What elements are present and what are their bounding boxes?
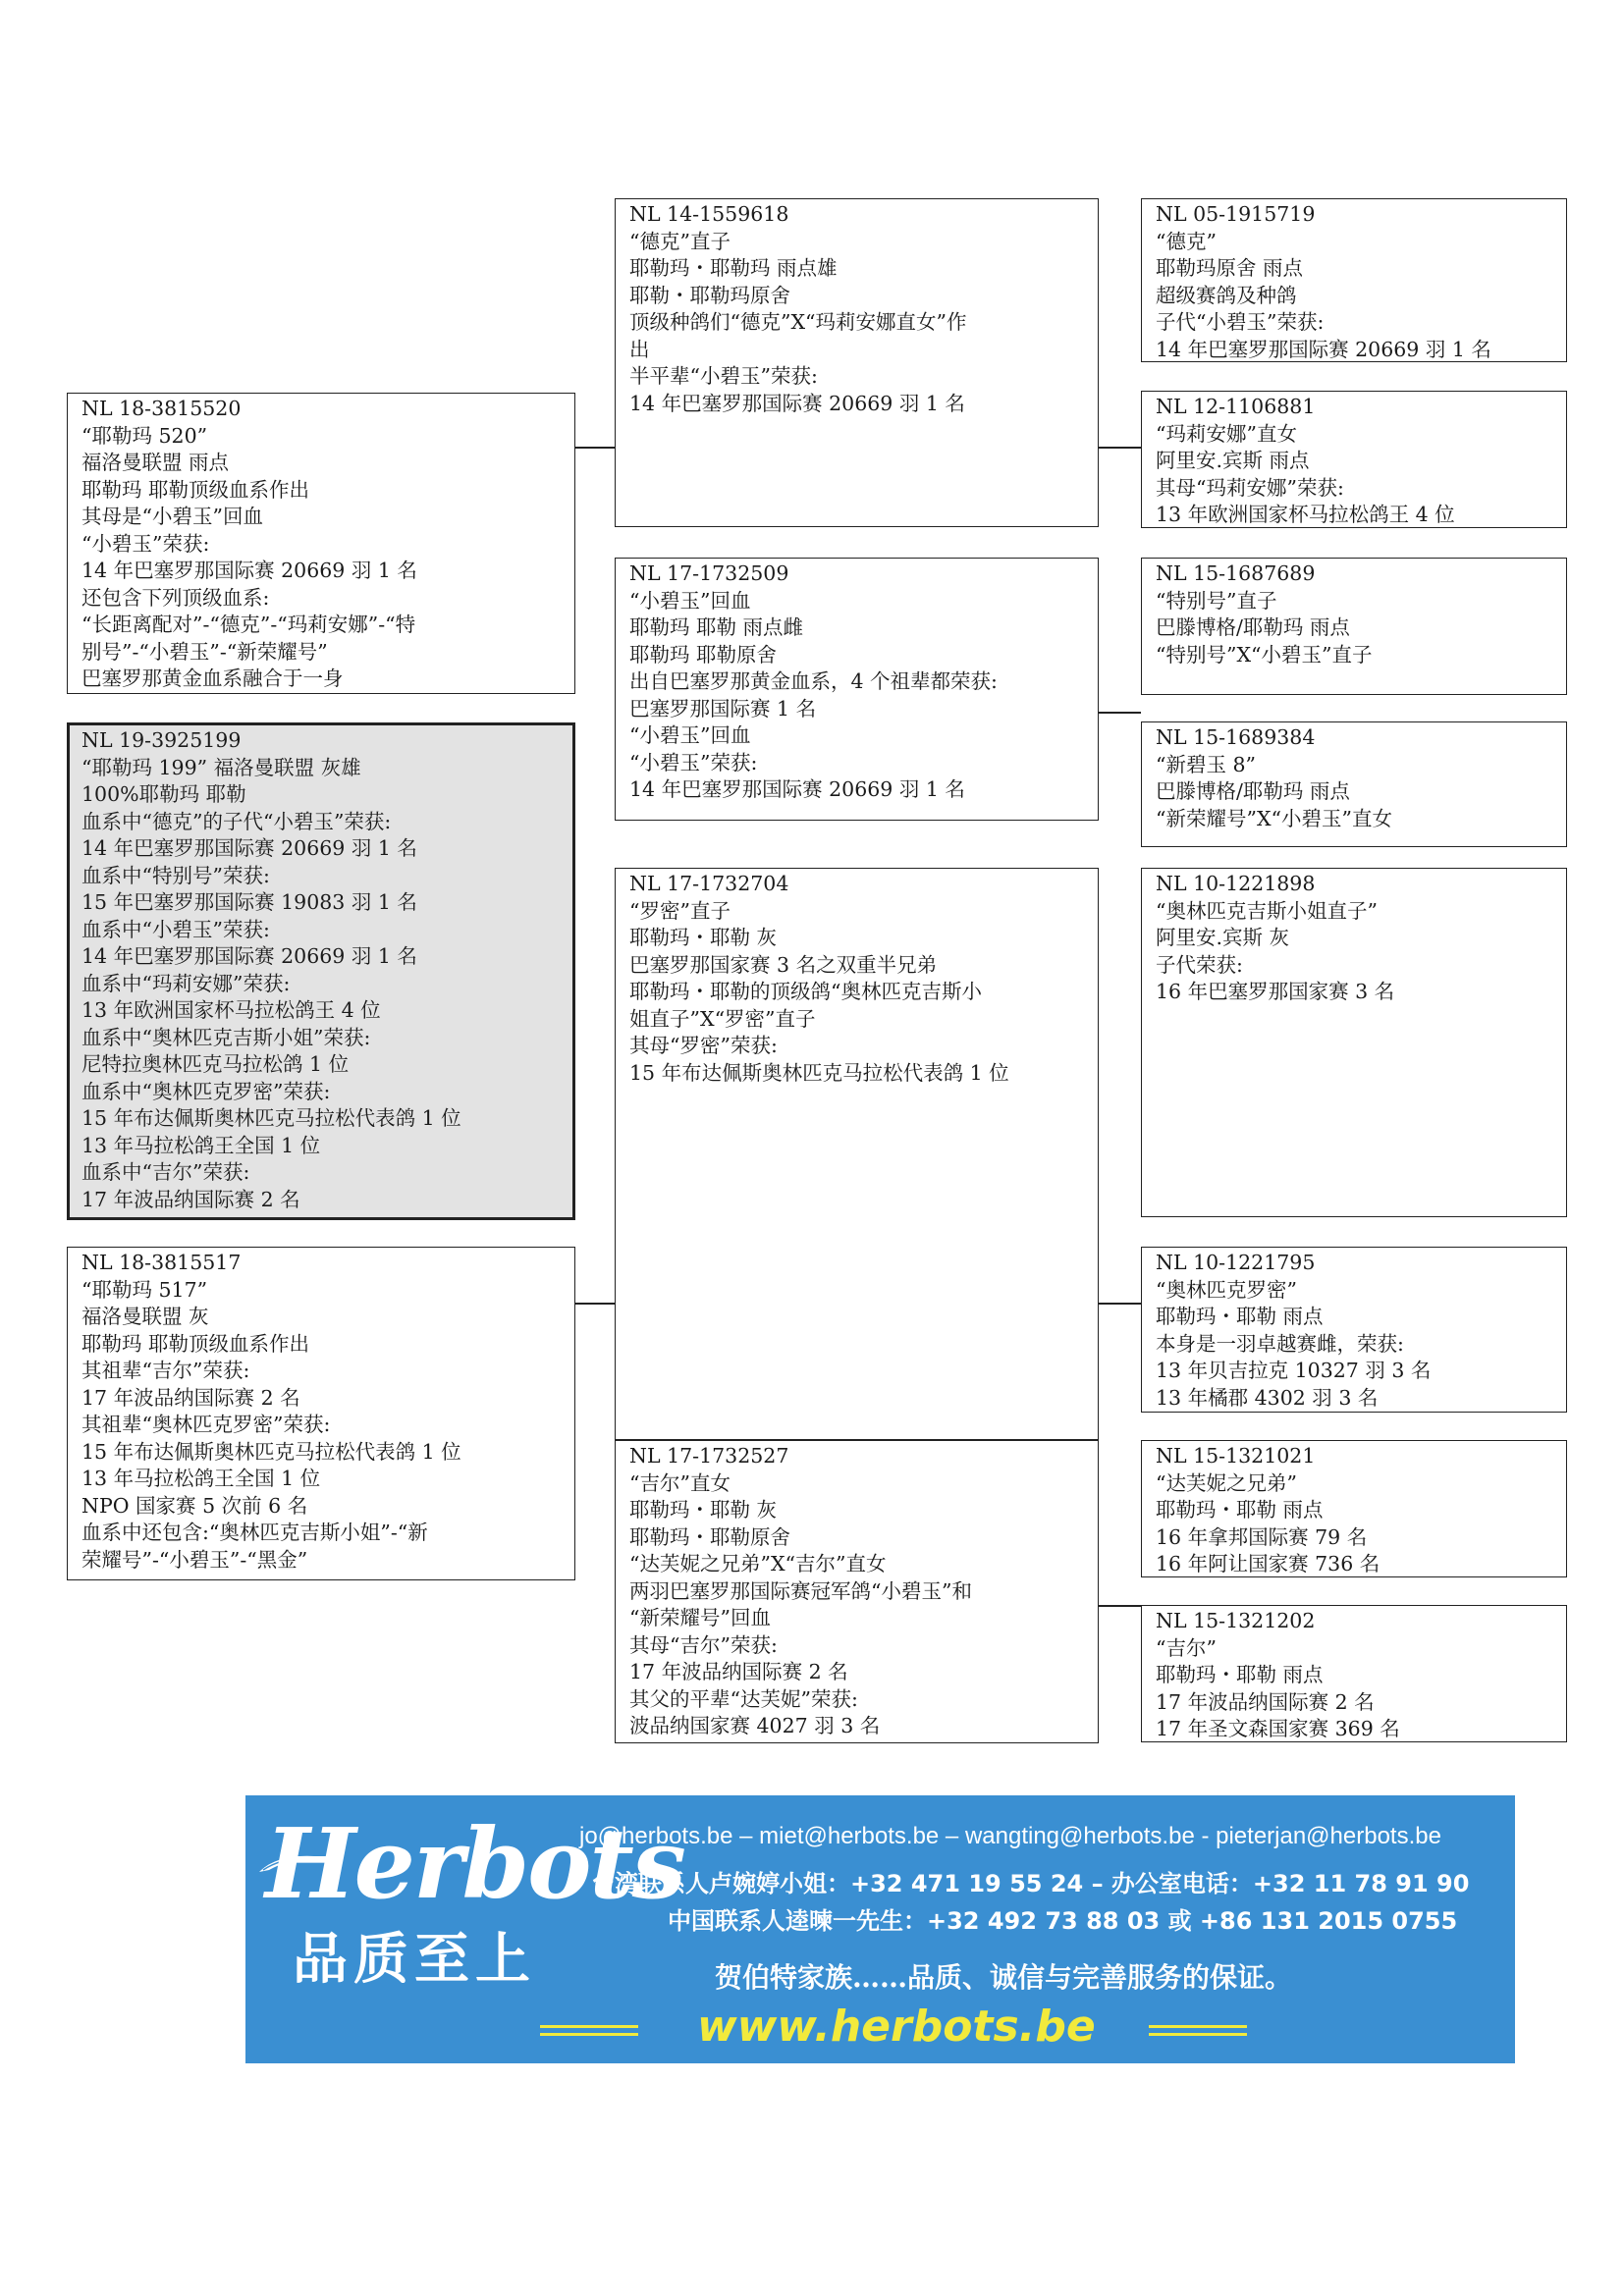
card-line: 其母“吉尔”荣获:	[629, 1632, 778, 1657]
card-line: “新碧玉 8”	[1156, 752, 1257, 776]
card-line: “小碧玉”荣获:	[629, 750, 758, 774]
card-line: “吉尔”直女	[629, 1470, 731, 1495]
card-line: NL 15-1321021	[1156, 1444, 1316, 1468]
card-line: NL 15-1321202	[1156, 1609, 1316, 1632]
granddam-paternal-card	[615, 558, 1099, 821]
granddam-maternal-card	[615, 1440, 1099, 1743]
slogan: 品质至上	[293, 1928, 536, 1992]
card-line: “耶勒玛 517”	[81, 1277, 208, 1302]
card-line: 17 年波品纳国际赛 2 名	[1156, 1689, 1375, 1714]
card-line: “新荣耀号”X“小碧玉”直女	[1156, 806, 1393, 830]
card-line: “奥林匹克吉斯小姐直子”	[1156, 898, 1378, 923]
card-line: 血系中“奥林匹克吉斯小姐”荣获:	[81, 1025, 371, 1049]
card-line: 血系中“特别号”荣获:	[81, 863, 270, 887]
card-line: 100%耶勒玛 耶勒	[81, 782, 246, 806]
card-line: 出自巴塞罗那黄金血系，4 个祖辈都荣获:	[629, 669, 998, 693]
card-line: 血系中“吉尔”荣获:	[81, 1160, 250, 1184]
card-line: NL 15-1687689	[1156, 561, 1316, 585]
card-line: “吉尔”	[1156, 1635, 1217, 1660]
card-line: 超级赛鸽及种鸽	[1156, 283, 1297, 307]
card-line: 13 年马拉松鸽王全国 1 位	[81, 1467, 321, 1490]
card-line: 14 年巴塞罗那国际赛 20669 羽 1 名	[81, 944, 417, 968]
card-line: 其母是“小碧玉”回血	[81, 505, 263, 528]
card-line: NL 10-1221795	[1156, 1251, 1316, 1274]
grandsire-paternal-card	[615, 198, 1099, 527]
card-line: 耶勒玛 耶勒原舍	[629, 642, 778, 667]
card-line: 子代“小碧玉”荣获:	[1156, 310, 1325, 334]
card-line: 其母“罗密”荣获:	[629, 1034, 778, 1057]
card-line: 荣耀号”-“小碧玉”-“黑金”	[81, 1547, 308, 1572]
card-line: 两羽巴塞罗那国际赛冠军鸽“小碧玉”和	[629, 1578, 972, 1603]
card-line: 半平辈“小碧玉”荣获:	[629, 364, 818, 388]
card-line: “达芙妮之兄弟”	[1156, 1470, 1297, 1495]
card-line: 16 年拿邦国际赛 79 名	[1156, 1524, 1368, 1549]
card-line: “长距离配对”-“德克”-“玛莉安娜”-“特	[81, 613, 416, 636]
card-line: 14 年巴塞罗那国际赛 20669 羽 1 名	[629, 777, 965, 801]
card-line: 子代荣获:	[1156, 952, 1243, 977]
dam-card	[67, 1247, 575, 1580]
card-line: NL 17-1732704	[629, 872, 789, 895]
card-line: 13 年欧洲国家杯马拉松鸽王 4 位	[81, 998, 381, 1022]
card-line: NL 17-1732527	[629, 1444, 789, 1468]
ggs-sds-card	[1141, 558, 1567, 695]
card-line: NL 14-1559618	[629, 202, 789, 226]
card-line: 13 年欧洲国家杯马拉松鸽王 4 位	[1156, 503, 1455, 526]
card-line: “德克”	[1156, 229, 1217, 253]
contact-emails[interactable]: jo@herbots.be – miet@herbots.be – wangting@herbots.be - pieterjan@herbots.be	[579, 1823, 1441, 1849]
card-line: 耶勒玛・耶勒 雨点	[1156, 1305, 1324, 1328]
card-line: 巴塞罗那黄金血系融合于一身	[81, 667, 344, 690]
ggs-dds-card	[1141, 1440, 1567, 1577]
card-line: NL 19-3925199	[81, 728, 242, 752]
card-line: 15 年巴塞罗那国际赛 19083 羽 1 名	[81, 890, 417, 914]
card-line: 血系中还包含:“奥林匹克吉斯小姐”-“新	[81, 1521, 428, 1544]
card-line: “小碧玉”荣获:	[81, 531, 210, 556]
card-line: 16 年阿让国家赛 736 名	[1156, 1552, 1380, 1575]
card-line: 巴塞罗那国家赛 3 名之双重半兄弟	[629, 952, 938, 977]
card-line: NL 15-1689384	[1156, 725, 1316, 749]
ggd-ddd-card	[1141, 1605, 1567, 1742]
card-line: 本身是一羽卓越赛雌，荣获:	[1156, 1331, 1404, 1356]
card-line: 16 年巴塞罗那国家赛 3 名	[1156, 980, 1395, 1003]
card-line: 13 年马拉松鸽王全国 1 位	[81, 1133, 321, 1157]
card-line: 阿里安.宾斯 雨点	[1156, 449, 1310, 472]
card-line: 15 年布达佩斯奥林匹克马拉松代表鸽 1 位	[81, 1106, 461, 1130]
ggd-ssd-card	[1141, 391, 1567, 528]
card-line: 耶勒玛・耶勒的顶级鸽“奥林匹克吉斯小	[629, 980, 982, 1003]
card-line: 14 年巴塞罗那国际赛 20669 羽 1 名	[81, 559, 417, 582]
ggs-sss-card	[1141, 198, 1567, 362]
card-line: NL 18-3815517	[81, 1251, 242, 1274]
connector-sd	[1099, 712, 1141, 714]
card-line: NL 10-1221898	[1156, 872, 1316, 895]
card-line: 耶勒玛 耶勒顶级血系作出	[81, 1331, 310, 1356]
card-line: “达芙妮之兄弟”X“吉尔”直女	[629, 1552, 887, 1575]
card-line: 其父的平辈“达芙妮”荣获:	[629, 1686, 858, 1711]
card-line: 17 年圣文森国家赛 369 名	[1156, 1717, 1400, 1740]
decoration-line-right	[1149, 2025, 1247, 2028]
card-line: 14 年巴塞罗那国际赛 20669 羽 1 名	[1156, 337, 1491, 361]
card-line: “特别号”X“小碧玉”直子	[1156, 642, 1373, 667]
card-line: “特别号”直子	[1156, 588, 1277, 613]
card-line: NL 18-3815520	[81, 397, 242, 420]
decoration-line-left-2	[540, 2033, 638, 2036]
website-link[interactable]: www.herbots.be	[697, 2002, 1096, 2052]
card-line: 别号”-“小碧玉”-“新荣耀号”	[81, 639, 328, 664]
card-line: 17 年波品纳国际赛 2 名	[81, 1385, 300, 1410]
card-line: 耶勒玛・耶勒玛 雨点雄	[629, 256, 838, 280]
card-line: 耶勒玛 耶勒顶级血系作出	[81, 477, 310, 502]
ggs-dss-card	[1141, 868, 1567, 1217]
card-line: 耶勒玛 耶勒 雨点雌	[629, 615, 804, 639]
card-line: 14 年巴塞罗那国际赛 20669 羽 1 名	[629, 391, 965, 415]
card-line: 其母“玛莉安娜”荣获:	[1156, 475, 1344, 500]
card-line: 13 年贝吉拉克 10327 羽 3 名	[1156, 1359, 1432, 1382]
card-line: “玛莉安娜”直女	[1156, 421, 1297, 446]
contact-taiwan: 台湾联系人卢婉婷小姐：+32 471 19 55 24 – 办公室电话：+32 11 78 91 90	[591, 1870, 1470, 1897]
card-line: 福洛曼联盟 灰	[81, 1305, 209, 1328]
card-line: 15 年布达佩斯奥林匹克马拉松代表鸽 1 位	[81, 1439, 461, 1464]
subject-card	[67, 722, 575, 1220]
card-line: “耶勒玛 520”	[81, 423, 208, 448]
card-line: “罗密”直子	[629, 898, 731, 923]
decoration-line-right-2	[1149, 2033, 1247, 2036]
contact-china: 中国联系人逵暕一先生：+32 492 73 88 03 或 +86 131 2015 0755	[668, 1907, 1458, 1935]
card-line: “小碧玉”回血	[629, 588, 751, 613]
card-line: “耶勒玛 199” 福洛曼联盟 灰雄	[81, 755, 361, 779]
card-line: 耶勒玛・耶勒原舍	[629, 1524, 790, 1549]
card-line: NL 12-1106881	[1156, 395, 1316, 418]
card-line: “小碧玉”回血	[629, 723, 751, 747]
card-line: 血系中“奥林匹克罗密”荣获:	[81, 1079, 331, 1103]
card-line: “德克”直子	[629, 229, 731, 253]
card-line: 14 年巴塞罗那国际赛 20669 羽 1 名	[81, 836, 417, 860]
decoration-line-left	[540, 2025, 638, 2028]
card-line: 血系中“玛莉安娜”荣获:	[81, 971, 291, 995]
card-line: 福洛曼联盟 雨点	[81, 451, 230, 474]
card-line: NPO 国家赛 5 次前 6 名	[81, 1493, 308, 1518]
card-line: 巴滕博格/耶勒玛 雨点	[1156, 779, 1350, 803]
connector-dam	[575, 1303, 615, 1305]
card-line: NL 17-1732509	[629, 561, 789, 585]
card-line: 15 年布达佩斯奥林匹克马拉松代表鸽 1 位	[629, 1060, 1009, 1085]
card-line: 其祖辈“奥林匹克罗密”荣获:	[81, 1413, 331, 1436]
card-line: 顶级种鸽们“德克”X“玛莉安娜直女”作	[629, 310, 967, 334]
card-line: 17 年波品纳国际赛 2 名	[81, 1187, 300, 1211]
card-line: NL 05-1915719	[1156, 202, 1316, 226]
card-line: 巴滕博格/耶勒玛 雨点	[1156, 615, 1350, 639]
card-line: 还包含下列顶级血系:	[81, 585, 270, 610]
grandsire-maternal-card	[615, 868, 1099, 1440]
sire-card	[67, 393, 575, 694]
card-line: 耶勒玛・耶勒 雨点	[1156, 1663, 1324, 1686]
card-line: 波品纳国家赛 4027 羽 3 名	[629, 1714, 881, 1737]
card-line: 17 年波品纳国际赛 2 名	[629, 1660, 848, 1683]
card-line: 耶勒・耶勒玛原舍	[629, 283, 790, 307]
ggd-dsd-card	[1141, 1247, 1567, 1413]
card-line: 尼特拉奥林匹克马拉松鸽 1 位	[81, 1052, 350, 1076]
card-line: “新荣耀号”回血	[629, 1606, 771, 1629]
card-line: 血系中“德克”的子代“小碧玉”荣获:	[81, 809, 392, 833]
connector-dd	[1099, 1605, 1141, 1607]
connector-sire	[575, 447, 615, 449]
card-line: 姐直子”X“罗密”直子	[629, 1006, 816, 1031]
card-line: 耶勒玛・耶勒 灰	[629, 1498, 778, 1522]
connector-ss	[1099, 447, 1141, 449]
card-line: 巴塞罗那国际赛 1 名	[629, 696, 817, 721]
card-line: 其祖辈“吉尔”荣获:	[81, 1359, 250, 1382]
herbots-logo: Herbots	[265, 1808, 684, 1921]
card-line: 耶勒玛原舍 雨点	[1156, 256, 1304, 280]
tagline: 贺伯特家族……品质、诚信与完善服务的保证。	[715, 1961, 1293, 1994]
card-line: 耶勒玛・耶勒 雨点	[1156, 1498, 1324, 1522]
card-line: 阿里安.宾斯 灰	[1156, 926, 1290, 949]
card-line: 13 年橘郡 4302 羽 3 名	[1156, 1385, 1379, 1410]
card-line: 血系中“小碧玉”荣获:	[81, 917, 270, 941]
card-line: 耶勒玛・耶勒 灰	[629, 926, 778, 949]
card-line: 出	[629, 337, 650, 361]
herbots-banner	[245, 1795, 1515, 2063]
connector-ds	[1099, 1303, 1141, 1305]
ggd-sdd-card	[1141, 721, 1567, 847]
card-line: “奥林匹克罗密”	[1156, 1277, 1297, 1302]
